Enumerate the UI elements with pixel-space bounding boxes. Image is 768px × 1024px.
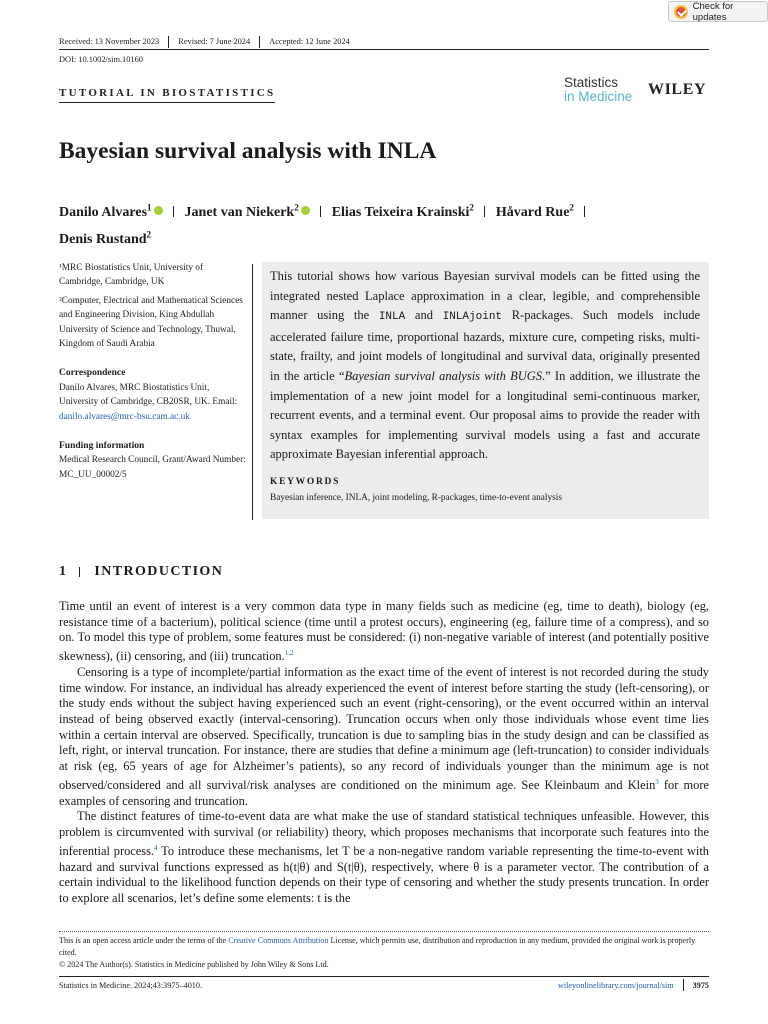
article-title: Bayesian survival analysis with INLA	[59, 138, 437, 164]
header-divider	[59, 49, 709, 50]
article-info-column	[59, 261, 247, 482]
author[interactable]: Janet van Niekerk$^2$	[184, 202, 299, 220]
article-type-label: TUTORIAL IN BIOSTATISTICS	[59, 87, 275, 103]
license-footnote: This is an open access article under the terms of the Creative Commons Attribution License, which permits use, distribution and reproduction in any medium, provided the original work is properly cited. © 2024 The Author(s). Statistics in Medicine published by John Wiley & Sons Ltd.	[59, 935, 709, 971]
author[interactable]: Håvard Rue$^2$	[495, 202, 574, 220]
paragraph: The distinct features of time-to-event data are what make the use of standard statistical techniques unfeasible. However, this problem is circumvented with survival (or reliability) theory, which proposes mechanisms that incorporate such features into the inferential process.$^4$ To introduce these mechanisms, let T be a non-negative random variable representing the time-to-event with hazard and survival functions expressed as h(t|θ) and S(t|θ), respectively, where θ is a parameter vector. The contribution of a certain individual to the likelihood function depends on their type of censoring and whether the study presents truncation. In order to explore all scenarios, let’s define some elements: t is the	[59, 809, 709, 906]
publisher-logo: WILEY	[648, 81, 707, 98]
author-separator	[484, 206, 485, 217]
journal-logo-line1: Statistics	[564, 75, 619, 90]
citation-link[interactable]: 3	[655, 777, 659, 786]
journal-logo-line2: in Medicine	[564, 89, 633, 104]
author-list	[59, 196, 719, 251]
column-divider	[252, 264, 253, 520]
section-title: INTRODUCTION	[94, 564, 224, 579]
citation-link[interactable]: 1,2	[284, 649, 294, 658]
footer-right	[558, 979, 709, 991]
footer-separator	[683, 979, 684, 991]
affiliation-2: ²Computer, Electrical and Mathematical Sciences and Engineering Division, King Abdullah University of Science and Technology, Thuwal, Kingdom of Saudi Arabia	[59, 295, 243, 350]
doi: DOI: 10.1002/sim.10160	[59, 55, 143, 64]
check-updates-label: Check for updates	[692, 0, 734, 23]
orcid-icon[interactable]	[154, 206, 163, 215]
paragraph: Censoring is a type of incomplete/partial information as the exact time of the event of interest is not recorded during the study time window. For instance, an individual has already experienced the event of interest before starting the study (left-censoring), or the study ends without the subject having experienced such an event (right-censoring), or the event occurred within an interval instead of being observed exactly (interval-censoring). Truncation occurs when only those individuals whose event time lies within a certain interval are observed. Specifically, truncation is due to sampling bias in the study design and can be classified as left, right, or interval truncation. For instance, there are studies that define a minimum age (left-truncation) to consider individuals at risk (eg, 65 years of age for Alzheimer’s patients), so any record of individuals younger than the minimum age is not observed/considered and all survival/risk analyses are conditioned on the minimum age. See Kleinbaum and Klein$^3$ for more examples of censoring and truncation.	[59, 664, 709, 808]
abstract-box	[262, 262, 709, 519]
accepted-date: Accepted: 12 June 2024	[259, 36, 359, 48]
journal-url-link[interactable]: wileyonlinelibrary.com/journal/sim	[557, 980, 674, 990]
email-link[interactable]: danilo.alvares@mrc-bsu.cam.ac.uk	[59, 411, 190, 422]
author-separator	[584, 206, 585, 217]
author[interactable]: Denis Rustand$^2$	[59, 229, 152, 248]
funding-text: Medical Research Council, Grant/Award Number: MC_UU_00002/5	[59, 455, 246, 480]
author-separator	[320, 206, 321, 217]
received-date: Received: 13 November 2023	[59, 37, 160, 46]
check-for-updates-button[interactable]	[668, 1, 768, 22]
footer-divider	[59, 976, 709, 977]
paragraph: Time until an event of interest is a very common data type in many fields such as medicine (eg, time to death), biology (eg, resistance time of a bacterium), political science (time until a protest occurs), engineering (eg, failure time of a compress), and so on. To model this type of problem, some features must be considered: (i) non-negative variable of interest (and potentially positive skewness), (ii) censoring, and (iii) truncation.$^{1,2}$	[59, 599, 709, 664]
journal-logo	[564, 76, 632, 104]
section-separator	[79, 567, 80, 577]
citation: Statistics in Medicine. 2024;43:3975–4010.	[59, 981, 203, 990]
check-updates-icon	[674, 5, 688, 19]
affiliation-1: ¹MRC Biostatistics Unit, University of Cambridge, Cambridge, UK	[59, 263, 204, 288]
correspondence-heading: Correspondence	[59, 368, 126, 379]
keywords-heading: KEYWORDS	[270, 476, 341, 487]
author[interactable]: Danilo Alvares$^1$	[59, 202, 152, 220]
article-history	[59, 36, 359, 48]
citation-link[interactable]: 4	[154, 843, 158, 852]
correspondence-text: Danilo Alvares, MRC Biostatistics Unit, University of Cambridge, CB20SR, UK. Email: danilo.alvares@mrc-bsu.cam.ac.uk	[59, 382, 238, 422]
license-link[interactable]: Creative Commons Attribution	[228, 936, 329, 945]
orcid-icon[interactable]	[301, 206, 310, 215]
footnote-divider	[59, 931, 709, 932]
introduction-body	[59, 599, 709, 907]
funding-heading: Funding information	[59, 441, 145, 452]
keywords: Bayesian inference, INLA, joint modeling, R-packages, time-to-event analysis	[270, 492, 562, 503]
page-number: 3975	[692, 980, 709, 990]
section-number: 1	[59, 564, 68, 579]
author[interactable]: Elias Teixeira Krainski$^2$	[331, 202, 474, 220]
abstract-text: This tutorial shows how various Bayesian survival models can be fitted using the integrated nested Laplace approximation in a clear, legible, and comprehensible manner using the INLA and INLAjoint R-packages. Such models include accelerated failure time, proportional hazards, mixture cure, competing risks, multi-state, frailty, and joint models of longitudinal and survival data, originally presented in the article “Bayesian survival analysis with BUGS.” In addition, we illustrate the implementation of a new joint model for a longitudinal semi-continuous marker, recurrent events, and a terminal event. Our proposal aims to provide the reader with syntax examples for implementing survival models using a fast and accurate approximate Bayesian inferential approach.	[270, 269, 700, 462]
copyright: © 2024 The Author(s). Statistics in Medicine published by John Wiley & Sons Ltd.	[59, 960, 329, 969]
author-separator	[173, 206, 174, 217]
section-heading	[59, 564, 223, 580]
revised-date: Revised: 7 June 2024	[168, 36, 259, 48]
